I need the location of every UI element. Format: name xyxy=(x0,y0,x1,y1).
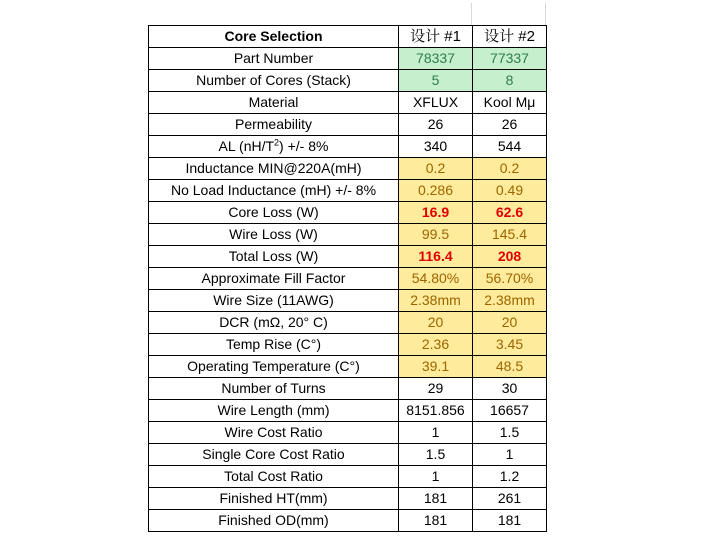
row-label: Part Number xyxy=(149,48,399,70)
value-cell-design-1[interactable]: XFLUX xyxy=(399,92,473,114)
table-row xyxy=(149,268,547,290)
gridline xyxy=(471,3,472,25)
row-label: Wire Size (11AWG) xyxy=(149,290,399,312)
value-cell-design-2[interactable]: 208 xyxy=(473,246,547,268)
value-cell-design-1[interactable]: 1 xyxy=(399,422,473,444)
table-row xyxy=(149,510,547,532)
value-cell-design-2[interactable]: 1.2 xyxy=(473,466,547,488)
value-cell-design-1[interactable]: 99.5 xyxy=(399,224,473,246)
value-cell-design-2[interactable]: 20 xyxy=(473,312,547,334)
table-row xyxy=(149,136,547,158)
table-row xyxy=(149,356,547,378)
value-cell-design-1[interactable]: 16.9 xyxy=(399,202,473,224)
row-label: Single Core Cost Ratio xyxy=(149,444,399,466)
table-row xyxy=(149,422,547,444)
value-cell-design-1[interactable]: 181 xyxy=(399,510,473,532)
value-cell-design-1[interactable]: 1 xyxy=(399,466,473,488)
table-row xyxy=(149,312,547,334)
header-design-1[interactable]: 设计 #1 xyxy=(399,26,473,48)
data-table xyxy=(148,25,547,532)
value-cell-design-1[interactable]: 0.286 xyxy=(399,180,473,202)
value-cell-design-1[interactable]: 2.36 xyxy=(399,334,473,356)
value-cell-design-1[interactable]: 2.38mm xyxy=(399,290,473,312)
value-cell-design-1[interactable]: 26 xyxy=(399,114,473,136)
value-cell-design-2[interactable]: 0.49 xyxy=(473,180,547,202)
row-label: Number of Cores (Stack) xyxy=(149,70,399,92)
value-cell-design-2[interactable]: 48.5 xyxy=(473,356,547,378)
table-row xyxy=(149,202,547,224)
value-cell-design-2[interactable]: 145.4 xyxy=(473,224,547,246)
row-label: Material xyxy=(149,92,399,114)
row-label: Inductance MIN@220A(mH) xyxy=(149,158,399,180)
table-row xyxy=(149,246,547,268)
table-row xyxy=(149,466,547,488)
table-row xyxy=(149,92,547,114)
spreadsheet-gridlines xyxy=(398,3,546,25)
value-cell-design-2[interactable]: 56.70% xyxy=(473,268,547,290)
row-label: DCR (mΩ, 20° C) xyxy=(149,312,399,334)
row-label: Approximate Fill Factor xyxy=(149,268,399,290)
value-cell-design-1[interactable]: 20 xyxy=(399,312,473,334)
value-cell-design-2[interactable]: 1 xyxy=(473,444,547,466)
row-label: Temp Rise (C°) xyxy=(149,334,399,356)
value-cell-design-1[interactable]: 1.5 xyxy=(399,444,473,466)
row-label: Number of Turns xyxy=(149,378,399,400)
value-cell-design-1[interactable]: 181 xyxy=(399,488,473,510)
row-label: Wire Length (mm) xyxy=(149,400,399,422)
row-label: Operating Temperature (C°) xyxy=(149,356,399,378)
table-row xyxy=(149,290,547,312)
table-row xyxy=(149,48,547,70)
value-cell-design-1[interactable]: 29 xyxy=(399,378,473,400)
core-selection-table xyxy=(148,25,547,532)
table-row xyxy=(149,334,547,356)
table-row xyxy=(149,488,547,510)
value-cell-design-2[interactable]: 30 xyxy=(473,378,547,400)
gridline xyxy=(545,3,546,25)
table-row xyxy=(149,70,547,92)
table-row xyxy=(149,224,547,246)
header-design-2[interactable]: 设计 #2 xyxy=(473,26,547,48)
row-label: Core Loss (W) xyxy=(149,202,399,224)
row-label: Total Loss (W) xyxy=(149,246,399,268)
header-title: Core Selection xyxy=(149,26,399,48)
value-cell-design-2[interactable]: 3.45 xyxy=(473,334,547,356)
row-label: Wire Loss (W) xyxy=(149,224,399,246)
table-row xyxy=(149,158,547,180)
value-cell-design-2[interactable]: 77337 xyxy=(473,48,547,70)
row-label: AL $(nH/T^2)$ +/- 8% xyxy=(149,136,399,158)
value-cell-design-2[interactable]: 2.38mm xyxy=(473,290,547,312)
value-cell-design-1[interactable]: 54.80% xyxy=(399,268,473,290)
row-label: Finished HT(mm) xyxy=(149,488,399,510)
value-cell-design-1[interactable]: 39.1 xyxy=(399,356,473,378)
value-cell-design-1[interactable]: 78337 xyxy=(399,48,473,70)
value-cell-design-2[interactable]: 26 xyxy=(473,114,547,136)
header-row xyxy=(149,26,547,48)
value-cell-design-1[interactable]: 0.2 xyxy=(399,158,473,180)
value-cell-design-2[interactable]: 62.6 xyxy=(473,202,547,224)
value-cell-design-1[interactable]: 8151.856 xyxy=(399,400,473,422)
row-label: Wire Cost Ratio xyxy=(149,422,399,444)
row-label: Finished OD(mm) xyxy=(149,510,399,532)
row-label: Permeability xyxy=(149,114,399,136)
value-cell-design-2[interactable]: 16657 xyxy=(473,400,547,422)
row-label: No Load Inductance (mH) +/- 8% xyxy=(149,180,399,202)
table-row xyxy=(149,114,547,136)
value-cell-design-2[interactable]: 261 xyxy=(473,488,547,510)
table-row xyxy=(149,180,547,202)
value-cell-design-1[interactable]: 116.4 xyxy=(399,246,473,268)
table-row xyxy=(149,400,547,422)
table-row xyxy=(149,378,547,400)
value-cell-design-1[interactable]: 5 xyxy=(399,70,473,92)
value-cell-design-2[interactable]: Kool Mμ xyxy=(473,92,547,114)
value-cell-design-2[interactable]: 181 xyxy=(473,510,547,532)
row-label: Total Cost Ratio xyxy=(149,466,399,488)
table-row xyxy=(149,444,547,466)
value-cell-design-2[interactable]: 0.2 xyxy=(473,158,547,180)
value-cell-design-2[interactable]: 8 xyxy=(473,70,547,92)
value-cell-design-1[interactable]: 340 xyxy=(399,136,473,158)
value-cell-design-2[interactable]: 544 xyxy=(473,136,547,158)
value-cell-design-2[interactable]: 1.5 xyxy=(473,422,547,444)
